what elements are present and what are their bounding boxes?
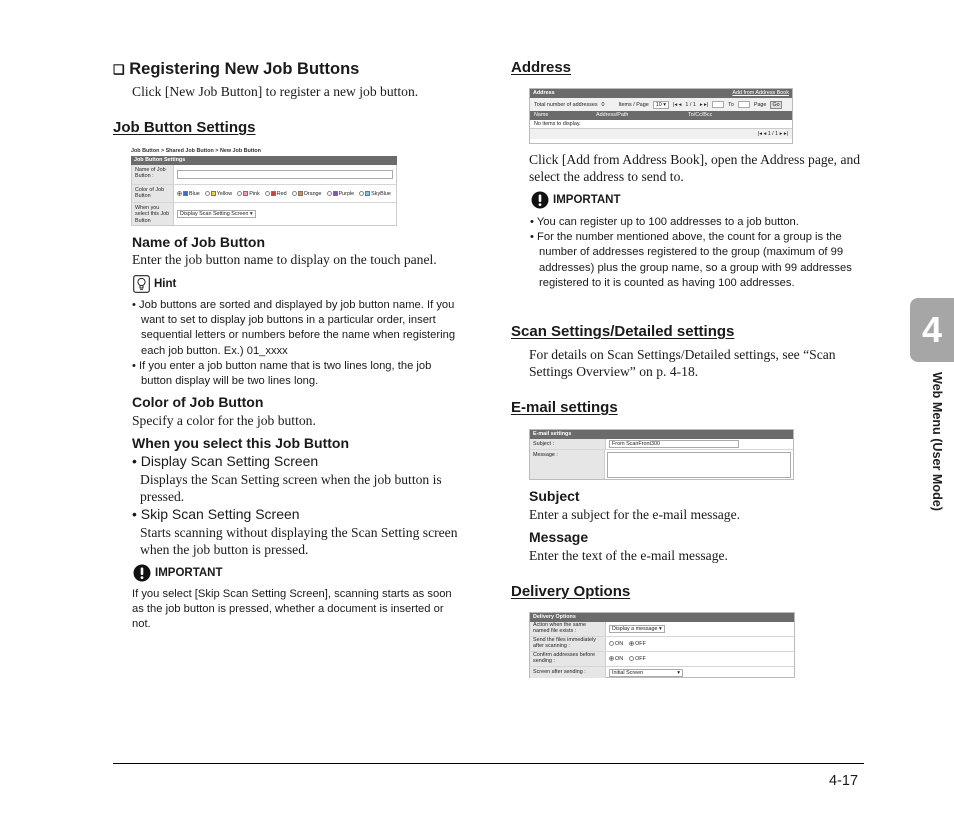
- page-from-input[interactable]: [712, 101, 724, 108]
- email-settings-title: E-mail settings: [511, 399, 618, 416]
- same-name-label: Action when the same named file exists :: [530, 622, 606, 636]
- page-info: 1 / 1: [685, 101, 696, 108]
- hint-list: [132, 298, 462, 389]
- screen-after-label: Screen after sending :: [530, 667, 606, 678]
- exclamation-icon: [133, 564, 151, 582]
- total-label: Total number of addresses: [534, 101, 598, 108]
- same-name-select[interactable]: Display a message ▾: [609, 625, 665, 633]
- select-label: When you select this Job Button: [132, 203, 174, 225]
- empty-row: No items to display.: [530, 120, 792, 129]
- color-option-purple[interactable]: Purple: [327, 191, 355, 197]
- page-number: 4-17: [829, 773, 859, 789]
- col-address: Address/Path: [596, 112, 629, 118]
- important-header: [133, 564, 223, 582]
- hint-header: [133, 275, 176, 293]
- total-value: 0: [601, 101, 605, 108]
- intro-text: Click [New Job Button] to register a new job button.: [132, 84, 419, 99]
- delivery-options-title: Delivery Options: [511, 583, 631, 600]
- checkbox-square-icon: ❑: [113, 62, 125, 77]
- to-label: To: [728, 101, 734, 108]
- message-title: Message: [529, 529, 589, 545]
- hint-label: Hint: [154, 278, 177, 290]
- scan-settings-text: For details on Scan Settings/Detailed settings, see “Scan Settings Overview” on p. 4-18.: [529, 347, 836, 379]
- mock-bar: Job Button Settings: [131, 156, 397, 165]
- subject-input[interactable]: From ScanFront300: [609, 440, 739, 448]
- color-options: [174, 185, 396, 202]
- name-input[interactable]: [177, 170, 393, 179]
- important-text: If you select [Skip Scan Setting Screen], scanning starts as soon as the job button is pressed, whether a document is inserted or not.: [132, 588, 452, 631]
- color-of-job-button-title: Color of Job Button: [132, 394, 264, 410]
- add-from-address-book-link[interactable]: Add from Address Book: [732, 90, 789, 96]
- send-immediately-label: Send the files immediately after scanning :: [530, 637, 606, 651]
- color-option-skyblue[interactable]: SkyBlue: [359, 191, 391, 197]
- important-header-right: [531, 191, 621, 209]
- pager-bottom[interactable]: |◂ ◂ 1 / 1 ▸ ▸|: [757, 131, 788, 137]
- pager-next-button[interactable]: ▸ ▸|: [699, 101, 709, 108]
- name-of-job-button-title: Name of Job Button: [132, 234, 265, 250]
- option-display-scan-text: Displays the Scan Setting screen when the job button is pressed.: [140, 472, 442, 504]
- delivery-options-screenshot: [529, 612, 795, 678]
- mock-bar: Address: [533, 90, 555, 96]
- mock-bar: Delivery Options: [530, 613, 794, 622]
- page-label: Page: [753, 101, 767, 108]
- option-display-scan: • Display Scan Setting Screen: [132, 453, 319, 469]
- important-list-right: [530, 215, 866, 291]
- message-label: Message :: [530, 450, 605, 479]
- send-immediately-on-radio[interactable]: ON: [609, 641, 623, 647]
- lightbulb-icon: [133, 275, 150, 293]
- chapter-side-label: Web Menu (User Mode): [930, 372, 944, 512]
- col-name: Name: [534, 112, 549, 118]
- go-button[interactable]: Go: [772, 101, 780, 108]
- chapter-tab: 4: [910, 298, 954, 362]
- confirm-addresses-label: Confirm addresses before sending :: [530, 652, 606, 666]
- subject-title: Subject: [529, 488, 580, 504]
- exclamation-icon: [531, 191, 549, 209]
- address-screenshot: [529, 88, 793, 144]
- subject-text: Enter a subject for the e-mail message.: [529, 507, 740, 522]
- select-dropdown[interactable]: Display Scan Setting Screen ▾: [177, 210, 256, 218]
- send-immediately-off-radio[interactable]: OFF: [629, 641, 646, 647]
- important-item: • For the number mentioned above, the count for a group is the number of addresses registered to the group (maximum of 99 addresses) plus the group name, so a group with 99 addresses registered to it is counted as having 100 addresses.: [530, 231, 852, 289]
- scan-settings-title: Scan Settings/Detailed settings: [511, 323, 735, 340]
- option-skip-scan-text: Starts scanning without displaying the Scan Setting screen when the job button is pressed.: [140, 525, 458, 557]
- important-label: IMPORTANT: [553, 194, 621, 206]
- job-button-settings-screenshot: [131, 148, 397, 226]
- name-of-job-button-text: Enter the job button name to display on the touch panel.: [132, 252, 437, 267]
- color-label: Color of Job Button: [132, 185, 174, 202]
- section-heading-text: Registering New Job Buttons: [129, 60, 360, 78]
- confirm-addresses-off-radio[interactable]: OFF: [629, 656, 646, 662]
- hint-item: • Job buttons are sorted and displayed by job button name. If you want to set to display job buttons in a particular order, insert sequential letters or numbers before the name when registering each job button. Ex.) 01_xxxx: [132, 299, 456, 357]
- address-title: Address: [511, 59, 572, 76]
- pager-first-button[interactable]: |◂ ◂: [673, 101, 682, 108]
- important-item: • You can register up to 100 addresses to a job button.: [530, 216, 799, 228]
- mock-bar: E-mail settings: [530, 430, 793, 439]
- important-label: IMPORTANT: [155, 567, 223, 579]
- items-select[interactable]: 10 ▾: [653, 101, 669, 109]
- color-option-yellow[interactable]: Yellow: [205, 191, 232, 197]
- color-option-blue[interactable]: Blue: [177, 191, 200, 197]
- items-label: Items / Page: [618, 101, 649, 108]
- col-type: To/Cc/Bcc: [688, 112, 713, 118]
- screen-after-select[interactable]: Initial Screen ▾: [609, 669, 683, 677]
- address-text: Click [Add from Address Book], open the Address page, and select the address to send to.: [529, 152, 861, 184]
- subject-label: Subject :: [530, 439, 606, 449]
- message-text: Enter the text of the e-mail message.: [529, 548, 728, 563]
- hint-item: • If you enter a job button name that is two lines long, the job button display will be two lines long.: [132, 359, 432, 388]
- color-option-red[interactable]: Red: [265, 191, 287, 197]
- breadcrumb: Job Button > Shared Job Button > New Job Button: [131, 148, 261, 154]
- option-skip-scan: • Skip Scan Setting Screen: [132, 506, 300, 522]
- email-settings-screenshot: [529, 429, 794, 480]
- section-heading: [113, 60, 359, 79]
- when-select-title: When you select this Job Button: [132, 435, 350, 451]
- footer-rule: [113, 763, 864, 764]
- message-textarea[interactable]: [607, 452, 791, 478]
- page-to-input[interactable]: [738, 101, 750, 108]
- confirm-addresses-on-radio[interactable]: ON: [609, 656, 623, 662]
- color-option-pink[interactable]: Pink: [237, 191, 260, 197]
- color-of-job-button-text: Specify a color for the job button.: [132, 413, 316, 428]
- name-label: Name of Job Button :: [132, 165, 174, 184]
- job-button-settings-title: Job Button Settings: [113, 119, 256, 136]
- color-option-orange[interactable]: Orange: [292, 191, 322, 197]
